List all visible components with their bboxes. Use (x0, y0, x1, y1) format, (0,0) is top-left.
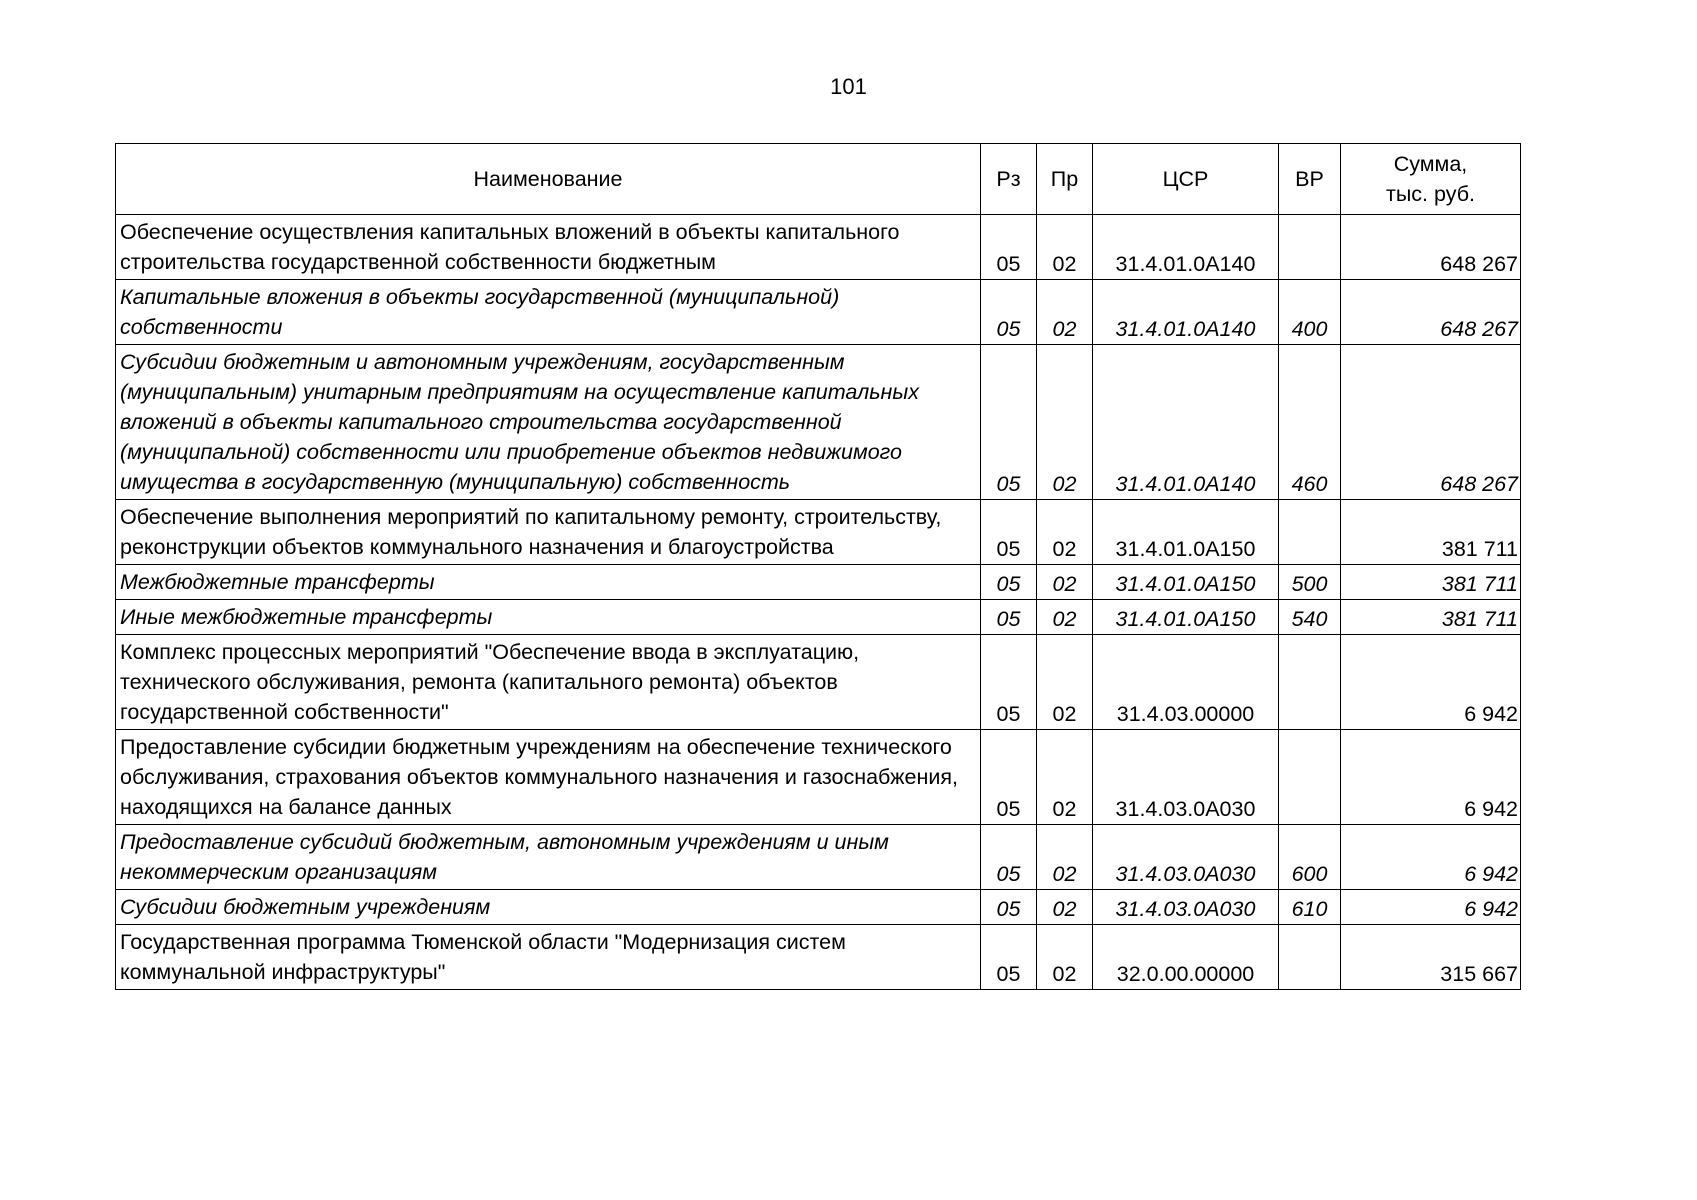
header-sum-line2: тыс. руб. (1386, 182, 1475, 206)
row-rz: 05 (981, 345, 1037, 500)
row-vr (1279, 500, 1341, 565)
row-vr: 600 (1279, 825, 1341, 890)
header-sum-line1: Сумма, (1393, 152, 1468, 176)
row-sum: 648 267 (1341, 215, 1521, 280)
row-pr: 02 (1037, 280, 1093, 345)
row-name: Иные межбюджетные трансферты (116, 600, 981, 635)
row-rz: 05 (981, 635, 1037, 730)
row-sum: 6 942 (1341, 825, 1521, 890)
page-number: 101 (830, 74, 867, 99)
header-csr: ЦСР (1093, 144, 1279, 215)
row-name: Капитальные вложения в объекты государственной (муниципальной) собственности (116, 280, 981, 345)
budget-table (115, 143, 1521, 990)
row-csr: 31.4.03.0А030 (1093, 825, 1279, 890)
row-csr: 31.4.01.0А140 (1093, 280, 1279, 345)
row-rz: 05 (981, 565, 1037, 600)
row-pr: 02 (1037, 825, 1093, 890)
table-row (116, 730, 1521, 825)
row-vr: 460 (1279, 345, 1341, 500)
row-sum: 648 267 (1341, 280, 1521, 345)
row-sum: 381 711 (1341, 600, 1521, 635)
row-name: Субсидии бюджетным учреждениям (116, 890, 981, 925)
row-name: Субсидии бюджетным и автономным учреждениям, государственным (муниципальным) унитарным предприятиям на осуществление капитальных вложений в объекты капитального строительства государственной (муниципальной) собственности или приобретение объектов недвижимого имущества в государственную (муниципальную) собственность (116, 345, 981, 500)
row-name: Обеспечение выполнения мероприятий по капитальному ремонту, строительству, реконструкции объектов коммунального назначения и благоустройства (116, 500, 981, 565)
row-rz: 05 (981, 730, 1037, 825)
table-row (116, 345, 1521, 500)
header-vr: ВР (1279, 144, 1341, 215)
row-csr: 31.4.01.0А140 (1093, 345, 1279, 500)
header-sum (1341, 144, 1521, 215)
table-row (116, 635, 1521, 730)
row-rz: 05 (981, 890, 1037, 925)
table-header-row (116, 144, 1521, 215)
table-row (116, 500, 1521, 565)
row-vr (1279, 730, 1341, 825)
row-vr: 610 (1279, 890, 1341, 925)
row-vr (1279, 925, 1341, 990)
row-pr: 02 (1037, 600, 1093, 635)
row-pr: 02 (1037, 890, 1093, 925)
row-sum: 6 942 (1341, 730, 1521, 825)
row-csr: 31.4.03.0А030 (1093, 730, 1279, 825)
row-rz: 05 (981, 600, 1037, 635)
row-rz: 05 (981, 500, 1037, 565)
row-csr: 31.4.01.0А140 (1093, 215, 1279, 280)
row-name: Межбюджетные трансферты (116, 565, 981, 600)
row-sum: 6 942 (1341, 890, 1521, 925)
header-name: Наименование (116, 144, 981, 215)
row-csr: 31.4.03.0А030 (1093, 890, 1279, 925)
row-name: Предоставление субсидии бюджетным учреждениям на обеспечение технического обслуживания, страхования объектов коммунального назначения и газоснабжения, находящихся на балансе данных (116, 730, 981, 825)
row-pr: 02 (1037, 215, 1093, 280)
row-sum: 381 711 (1341, 565, 1521, 600)
row-sum: 315 667 (1341, 925, 1521, 990)
row-sum: 648 267 (1341, 345, 1521, 500)
table-row (116, 925, 1521, 990)
table-row (116, 280, 1521, 345)
row-pr: 02 (1037, 925, 1093, 990)
row-csr: 31.4.01.0А150 (1093, 600, 1279, 635)
row-pr: 02 (1037, 500, 1093, 565)
row-vr: 540 (1279, 600, 1341, 635)
row-pr: 02 (1037, 565, 1093, 600)
row-sum: 381 711 (1341, 500, 1521, 565)
row-vr (1279, 635, 1341, 730)
row-csr: 31.4.03.00000 (1093, 635, 1279, 730)
row-vr: 500 (1279, 565, 1341, 600)
row-name: Комплекс процессных мероприятий "Обеспечение ввода в эксплуатацию, технического обслуживания, ремонта (капитального ремонта) объектов государственной собственности" (116, 635, 981, 730)
row-rz: 05 (981, 925, 1037, 990)
row-pr: 02 (1037, 635, 1093, 730)
row-sum: 6 942 (1341, 635, 1521, 730)
row-rz: 05 (981, 280, 1037, 345)
row-pr: 02 (1037, 345, 1093, 500)
header-rz: Рз (981, 144, 1037, 215)
header-pr: Пр (1037, 144, 1093, 215)
row-csr: 31.4.01.0А150 (1093, 500, 1279, 565)
row-name: Предоставление субсидий бюджетным, автономным учреждениям и иным некоммерческим организациям (116, 825, 981, 890)
row-pr: 02 (1037, 730, 1093, 825)
row-name: Обеспечение осуществления капитальных вложений в объекты капитального строительства государственной собственности бюджетным (116, 215, 981, 280)
table-row (116, 565, 1521, 600)
row-rz: 05 (981, 215, 1037, 280)
row-name: Государственная программа Тюменской области "Модернизация систем коммунальной инфраструктуры" (116, 925, 981, 990)
row-vr: 400 (1279, 280, 1341, 345)
row-csr: 32.0.00.00000 (1093, 925, 1279, 990)
row-vr (1279, 215, 1341, 280)
table-row (116, 600, 1521, 635)
table-row (116, 825, 1521, 890)
table-row (116, 890, 1521, 925)
row-csr: 31.4.01.0А150 (1093, 565, 1279, 600)
row-rz: 05 (981, 825, 1037, 890)
table-row (116, 215, 1521, 280)
